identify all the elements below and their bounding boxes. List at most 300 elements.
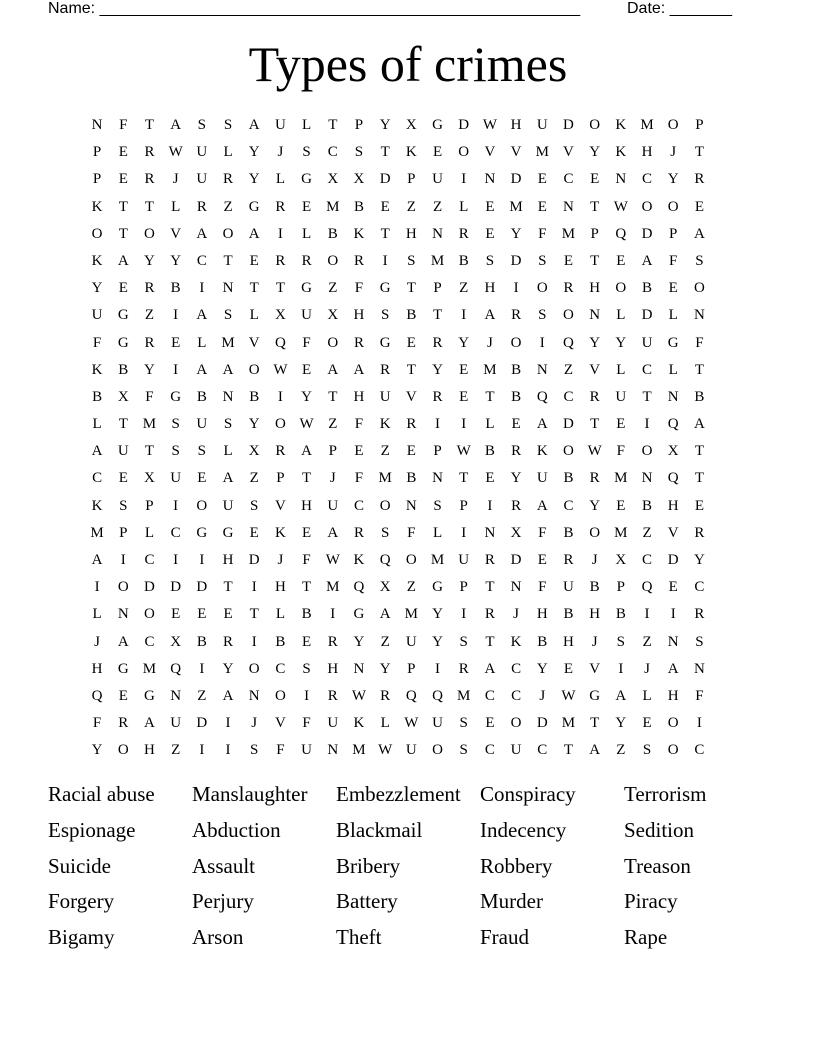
grid-letter[interactable]: M [430, 252, 445, 269]
grid-letter[interactable]: B [563, 606, 574, 623]
grid-letter[interactable]: P [92, 171, 102, 188]
grid-letter[interactable]: U [301, 307, 313, 324]
grid-letter[interactable]: R [458, 225, 469, 242]
grid-letter[interactable]: N [432, 470, 443, 487]
grid-letter[interactable]: Z [328, 416, 338, 433]
grid-letter[interactable]: B [511, 361, 522, 378]
grid-letter[interactable]: S [171, 443, 180, 460]
grid-letter[interactable]: N [222, 388, 234, 405]
grid-letter[interactable]: T [144, 117, 155, 133]
grid-letter[interactable]: F [407, 524, 416, 541]
grid-letter[interactable]: L [223, 144, 233, 161]
grid-letter[interactable]: F [276, 742, 285, 759]
grid-letter[interactable]: M [326, 198, 340, 215]
grid-letter[interactable]: T [249, 606, 259, 623]
grid-letter[interactable]: H [301, 497, 313, 514]
grid-letter[interactable]: Z [223, 198, 233, 215]
grid-letter[interactable]: G [248, 198, 260, 215]
grid-letter[interactable]: A [248, 225, 260, 242]
grid-letter[interactable]: M [90, 524, 104, 541]
grid-letter[interactable]: J [94, 633, 101, 650]
grid-letter[interactable]: U [458, 552, 470, 568]
grid-letter[interactable]: O [589, 117, 601, 133]
grid-letter[interactable]: F [695, 334, 704, 351]
grid-letter[interactable]: K [536, 443, 548, 460]
grid-letter[interactable]: C [563, 388, 574, 405]
grid-letter[interactable]: C [353, 497, 364, 514]
grid-letter[interactable]: S [538, 307, 547, 324]
grid-letter[interactable]: F [616, 443, 626, 460]
grid-letter[interactable]: L [171, 198, 181, 215]
grid-letter[interactable]: O [641, 443, 653, 460]
grid-letter[interactable]: N [667, 633, 679, 650]
grid-letter[interactable]: R [353, 334, 364, 351]
grid-letter[interactable]: I [225, 715, 231, 732]
grid-letter[interactable]: Q [615, 225, 627, 242]
grid-letter[interactable]: B [458, 252, 469, 269]
grid-letter[interactable]: E [302, 198, 312, 215]
grid-letter[interactable]: E [459, 361, 469, 378]
grid-letter[interactable]: U [327, 497, 339, 514]
grid-letter[interactable]: Z [406, 198, 416, 215]
grid-letter[interactable]: T [118, 198, 128, 215]
grid-letter[interactable]: P [616, 579, 626, 596]
grid-letter[interactable]: Y [144, 361, 155, 378]
grid-letter[interactable]: F [92, 334, 102, 351]
grid-letter[interactable]: U [641, 334, 653, 351]
grid-letter[interactable]: R [380, 361, 391, 378]
grid-letter[interactable]: E [197, 470, 207, 487]
grid-letter[interactable]: Q [563, 334, 574, 351]
grid-letter[interactable]: U [563, 579, 574, 596]
grid-letter[interactable]: I [277, 225, 283, 242]
grid-letter[interactable]: A [484, 307, 496, 324]
grid-letter[interactable]: K [91, 198, 103, 215]
grid-letter[interactable]: D [510, 252, 522, 269]
grid-letter[interactable]: Y [536, 660, 548, 677]
grid-letter[interactable]: D [641, 307, 653, 324]
grid-letter[interactable]: B [406, 307, 417, 324]
grid-letter[interactable]: E [511, 416, 521, 433]
grid-letter[interactable]: E [118, 470, 128, 487]
grid-letter[interactable]: T [406, 361, 416, 378]
grid-letter[interactable]: V [405, 388, 417, 405]
grid-letter[interactable]: T [380, 225, 390, 242]
grid-letter[interactable]: F [145, 388, 154, 405]
grid-letter[interactable]: G [301, 280, 313, 297]
grid-letter[interactable]: X [327, 307, 339, 324]
grid-letter[interactable]: J [486, 334, 493, 351]
grid-letter[interactable]: P [433, 280, 442, 297]
grid-letter[interactable]: C [327, 144, 338, 161]
grid-letter[interactable]: E [459, 388, 469, 405]
grid-letter[interactable]: W [378, 742, 393, 759]
grid-letter[interactable]: R [694, 606, 705, 623]
grid-letter[interactable]: S [354, 144, 364, 161]
grid-letter[interactable]: I [120, 552, 126, 568]
grid-letter[interactable]: Z [642, 524, 652, 541]
grid-letter[interactable]: O [641, 198, 653, 215]
grid-letter[interactable]: S [485, 252, 495, 269]
grid-letter[interactable]: F [669, 252, 678, 269]
grid-letter[interactable]: S [695, 633, 704, 650]
grid-letter[interactable]: C [642, 171, 653, 188]
grid-letter[interactable]: I [513, 280, 519, 297]
grid-letter[interactable]: Q [405, 687, 417, 704]
grid-letter[interactable]: L [144, 524, 155, 541]
grid-letter[interactable]: E [302, 633, 312, 650]
grid-letter[interactable]: J [591, 633, 598, 650]
grid-letter[interactable]: N [484, 524, 496, 541]
grid-letter[interactable]: J [591, 552, 598, 568]
grid-letter[interactable]: T [275, 280, 285, 297]
grid-letter[interactable]: X [248, 443, 260, 460]
grid-letter[interactable]: O [458, 144, 470, 161]
grid-letter[interactable]: L [249, 307, 259, 324]
grid-letter[interactable]: Y [615, 334, 627, 351]
grid-letter[interactable]: Y [91, 280, 103, 297]
grid-letter[interactable]: M [430, 552, 445, 568]
grid-letter[interactable]: I [173, 552, 179, 568]
grid-letter[interactable]: N [563, 198, 574, 215]
grid-letter[interactable]: I [435, 416, 441, 433]
grid-letter[interactable]: T [249, 280, 259, 297]
grid-letter[interactable]: W [561, 687, 576, 704]
grid-letter[interactable]: N [353, 660, 365, 677]
grid-letter[interactable]: H [222, 552, 234, 568]
grid-letter[interactable]: K [91, 252, 103, 269]
grid-letter[interactable]: A [589, 742, 601, 759]
grid-letter[interactable]: B [327, 225, 338, 242]
grid-letter[interactable]: S [459, 742, 468, 759]
grid-letter[interactable]: W [482, 117, 497, 133]
grid-letter[interactable]: U [432, 715, 443, 732]
grid-letter[interactable]: L [275, 171, 285, 188]
grid-letter[interactable]: G [379, 334, 391, 351]
grid-letter[interactable]: H [667, 687, 679, 704]
grid-letter[interactable]: O [327, 334, 339, 351]
grid-letter[interactable]: P [145, 497, 154, 514]
grid-letter[interactable]: A [222, 687, 234, 704]
grid-letter[interactable]: T [223, 579, 233, 596]
grid-letter[interactable]: E [302, 361, 312, 378]
grid-letter[interactable]: O [248, 361, 260, 378]
grid-letter[interactable]: C [144, 552, 155, 568]
grid-letter[interactable]: T [118, 416, 128, 433]
grid-letter[interactable]: B [563, 524, 574, 541]
grid-letter[interactable]: M [640, 117, 654, 133]
grid-letter[interactable]: V [667, 524, 679, 541]
grid-letter[interactable]: Z [642, 633, 652, 650]
grid-letter[interactable]: D [563, 117, 574, 133]
grid-letter[interactable]: A [484, 660, 496, 677]
grid-letter[interactable]: S [223, 307, 233, 324]
grid-letter[interactable]: Q [170, 660, 182, 677]
grid-letter[interactable]: N [222, 280, 234, 297]
grid-letter[interactable]: T [406, 280, 416, 297]
grid-letter[interactable]: I [251, 633, 257, 650]
grid-letter[interactable]: S [616, 633, 626, 650]
grid-letter[interactable]: I [461, 524, 467, 541]
grid-letter[interactable]: F [302, 715, 311, 732]
grid-letter[interactable]: E [563, 252, 574, 269]
grid-letter[interactable]: N [327, 742, 339, 759]
grid-letter[interactable]: A [91, 552, 103, 568]
grid-letter[interactable]: V [248, 334, 260, 351]
grid-letter[interactable]: H [536, 606, 548, 623]
grid-letter[interactable]: K [615, 144, 627, 161]
grid-letter[interactable]: X [327, 171, 339, 188]
grid-letter[interactable]: C [275, 660, 286, 677]
grid-letter[interactable]: P [695, 117, 704, 133]
grid-letter[interactable]: H [91, 660, 103, 677]
grid-letter[interactable]: U [432, 171, 443, 188]
grid-letter[interactable]: R [511, 443, 522, 460]
grid-letter[interactable]: E [642, 715, 652, 732]
grid-letter[interactable]: E [537, 552, 547, 568]
grid-letter[interactable]: R [563, 552, 574, 568]
grid-letter[interactable]: V [510, 144, 522, 161]
grid-letter[interactable]: Z [380, 443, 390, 460]
grid-letter[interactable]: M [326, 579, 340, 596]
grid-letter[interactable]: H [144, 742, 155, 759]
grid-letter[interactable]: A [170, 117, 182, 133]
grid-letter[interactable]: T [144, 443, 155, 460]
grid-letter[interactable]: S [171, 416, 180, 433]
grid-letter[interactable]: M [142, 660, 157, 677]
grid-letter[interactable]: R [458, 660, 469, 677]
grid-letter[interactable]: S [380, 524, 390, 541]
grid-letter[interactable]: F [538, 225, 547, 242]
grid-letter[interactable]: N [117, 606, 129, 623]
grid-letter[interactable]: L [92, 606, 102, 623]
grid-letter[interactable]: E [694, 198, 704, 215]
grid-letter[interactable]: B [301, 606, 312, 623]
grid-letter[interactable]: I [461, 171, 467, 188]
grid-letter[interactable]: E [668, 280, 678, 297]
grid-letter[interactable]: I [225, 742, 231, 759]
grid-letter[interactable]: S [119, 497, 128, 514]
grid-letter[interactable]: B [615, 606, 626, 623]
grid-letter[interactable]: D [458, 117, 470, 133]
grid-letter[interactable]: G [117, 307, 129, 324]
grid-letter[interactable]: E [118, 280, 128, 297]
grid-letter[interactable]: H [405, 225, 417, 242]
grid-letter[interactable]: M [483, 361, 497, 378]
grid-letter[interactable]: A [301, 443, 313, 460]
grid-letter[interactable]: M [614, 524, 628, 541]
grid-letter[interactable]: K [274, 524, 286, 541]
grid-letter[interactable]: Y [510, 470, 522, 487]
grid-letter[interactable]: R [353, 524, 364, 541]
grid-letter[interactable]: S [250, 497, 259, 514]
grid-letter[interactable]: A [196, 307, 208, 324]
grid-letter[interactable]: Z [380, 633, 390, 650]
grid-letter[interactable]: R [327, 687, 338, 704]
grid-letter[interactable]: R [144, 334, 155, 351]
grid-letter[interactable]: L [380, 715, 390, 732]
grid-letter[interactable]: M [535, 144, 549, 161]
grid-letter[interactable]: T [380, 144, 390, 161]
grid-letter[interactable]: Z [197, 687, 207, 704]
grid-letter[interactable]: N [693, 660, 705, 677]
grid-letter[interactable]: L [616, 307, 626, 324]
grid-letter[interactable]: G [432, 117, 443, 133]
grid-letter[interactable]: A [327, 524, 339, 541]
grid-letter[interactable]: G [144, 687, 155, 704]
grid-letter[interactable]: O [144, 606, 155, 623]
grid-letter[interactable]: M [614, 470, 628, 487]
grid-letter[interactable]: I [173, 307, 179, 324]
grid-letter[interactable]: J [277, 552, 284, 568]
grid-letter[interactable]: K [91, 497, 103, 514]
grid-letter[interactable]: X [353, 171, 365, 188]
grid-letter[interactable]: R [144, 144, 155, 161]
grid-letter[interactable]: V [274, 715, 286, 732]
grid-letter[interactable]: W [587, 443, 602, 460]
grid-letter[interactable]: I [94, 579, 100, 596]
grid-letter[interactable]: R [223, 171, 234, 188]
grid-letter[interactable]: O [693, 280, 705, 297]
grid-letter[interactable]: K [615, 117, 627, 133]
grid-letter[interactable]: E [406, 443, 416, 460]
grid-letter[interactable]: M [457, 687, 471, 704]
grid-letter[interactable]: J [329, 470, 336, 487]
grid-letter[interactable]: E [406, 334, 416, 351]
grid-letter[interactable]: E [485, 470, 495, 487]
grid-letter[interactable]: Y [589, 497, 601, 514]
grid-letter[interactable]: L [275, 606, 285, 623]
grid-letter[interactable]: S [197, 443, 207, 460]
grid-letter[interactable]: S [538, 252, 547, 269]
grid-letter[interactable]: N [510, 579, 522, 596]
grid-letter[interactable]: V [589, 361, 601, 378]
grid-letter[interactable]: Z [406, 579, 416, 596]
grid-letter[interactable]: D [248, 552, 260, 568]
grid-letter[interactable]: I [173, 497, 179, 514]
grid-letter[interactable]: R [327, 633, 338, 650]
grid-letter[interactable]: T [694, 470, 704, 487]
grid-letter[interactable]: A [222, 470, 234, 487]
grid-letter[interactable]: D [196, 579, 208, 596]
grid-letter[interactable]: R [301, 252, 312, 269]
grid-letter[interactable]: X [667, 443, 679, 460]
grid-letter[interactable]: K [405, 144, 417, 161]
grid-letter[interactable]: Q [379, 552, 391, 568]
grid-letter[interactable]: Q [353, 579, 365, 596]
grid-letter[interactable]: M [142, 416, 157, 433]
grid-letter[interactable]: A [248, 117, 260, 133]
grid-letter[interactable]: A [196, 361, 208, 378]
grid-letter[interactable]: Q [91, 687, 103, 704]
grid-letter[interactable]: N [170, 687, 182, 704]
grid-letter[interactable]: U [196, 144, 208, 161]
grid-letter[interactable]: U [170, 470, 182, 487]
grid-letter[interactable]: U [379, 388, 391, 405]
grid-letter[interactable]: E [537, 171, 547, 188]
grid-letter[interactable]: R [275, 198, 286, 215]
grid-letter[interactable]: E [616, 416, 626, 433]
grid-letter[interactable]: E [249, 252, 259, 269]
grid-letter[interactable]: T [328, 388, 338, 405]
grid-letter[interactable]: F [695, 687, 704, 704]
grid-letter[interactable]: D [144, 579, 155, 596]
grid-letter[interactable]: H [641, 144, 653, 161]
grid-letter[interactable]: T [485, 388, 495, 405]
grid-letter[interactable]: A [615, 687, 627, 704]
grid-letter[interactable]: T [485, 633, 495, 650]
grid-letter[interactable]: B [92, 388, 103, 405]
grid-letter[interactable]: U [170, 715, 182, 732]
grid-letter[interactable]: H [589, 280, 601, 297]
grid-letter[interactable]: I [251, 579, 257, 596]
grid-letter[interactable]: G [667, 334, 679, 351]
grid-letter[interactable]: R [196, 198, 207, 215]
grid-letter[interactable]: G [222, 524, 234, 541]
grid-letter[interactable]: W [168, 144, 183, 161]
grid-letter[interactable]: U [615, 388, 627, 405]
grid-letter[interactable]: O [563, 443, 574, 460]
grid-letter[interactable]: A [327, 361, 339, 378]
grid-letter[interactable]: I [173, 361, 179, 378]
grid-letter[interactable]: T [694, 443, 704, 460]
grid-letter[interactable]: F [538, 579, 547, 596]
grid-letter[interactable]: F [302, 552, 311, 568]
grid-letter[interactable]: G [353, 606, 365, 623]
grid-letter[interactable]: J [644, 660, 650, 677]
grid-letter[interactable]: N [405, 497, 417, 514]
grid-letter[interactable]: M [221, 334, 235, 351]
grid-letter[interactable]: L [302, 225, 312, 242]
grid-letter[interactable]: T [302, 579, 312, 596]
grid-letter[interactable]: F [354, 280, 364, 297]
grid-letter[interactable]: O [510, 334, 522, 351]
grid-letter[interactable]: I [670, 606, 676, 623]
grid-letter[interactable]: B [694, 388, 705, 405]
grid-letter[interactable]: A [144, 715, 155, 732]
grid-letter[interactable]: E [668, 579, 678, 596]
grid-letter[interactable]: T [590, 416, 600, 433]
grid-letter[interactable]: X [117, 388, 129, 405]
grid-letter[interactable]: Y [589, 144, 601, 161]
grid-letter[interactable]: B [196, 388, 207, 405]
grid-letter[interactable]: W [273, 361, 288, 378]
grid-letter[interactable]: T [694, 144, 704, 161]
grid-letter[interactable]: K [353, 552, 365, 568]
grid-letter[interactable]: B [642, 497, 653, 514]
grid-letter[interactable]: O [274, 687, 286, 704]
grid-letter[interactable]: Y [432, 606, 443, 623]
grid-letter[interactable]: Y [667, 171, 679, 188]
grid-letter[interactable]: I [382, 252, 388, 269]
grid-letter[interactable]: C [484, 687, 495, 704]
grid-letter[interactable]: S [250, 742, 259, 759]
grid-letter[interactable]: K [353, 225, 365, 242]
grid-letter[interactable]: A [536, 497, 548, 514]
grid-letter[interactable]: G [117, 334, 129, 351]
grid-letter[interactable]: P [590, 225, 599, 242]
grid-letter[interactable]: Y [379, 117, 391, 133]
grid-letter[interactable]: T [223, 252, 233, 269]
grid-letter[interactable]: S [223, 117, 233, 133]
grid-letter[interactable]: M [378, 470, 392, 487]
grid-letter[interactable]: E [694, 497, 704, 514]
grid-letter[interactable]: W [404, 715, 419, 732]
grid-letter[interactable]: R [432, 334, 443, 351]
grid-letter[interactable]: V [484, 144, 496, 161]
grid-letter[interactable]: I [199, 280, 205, 297]
grid-letter[interactable]: E [249, 524, 259, 541]
